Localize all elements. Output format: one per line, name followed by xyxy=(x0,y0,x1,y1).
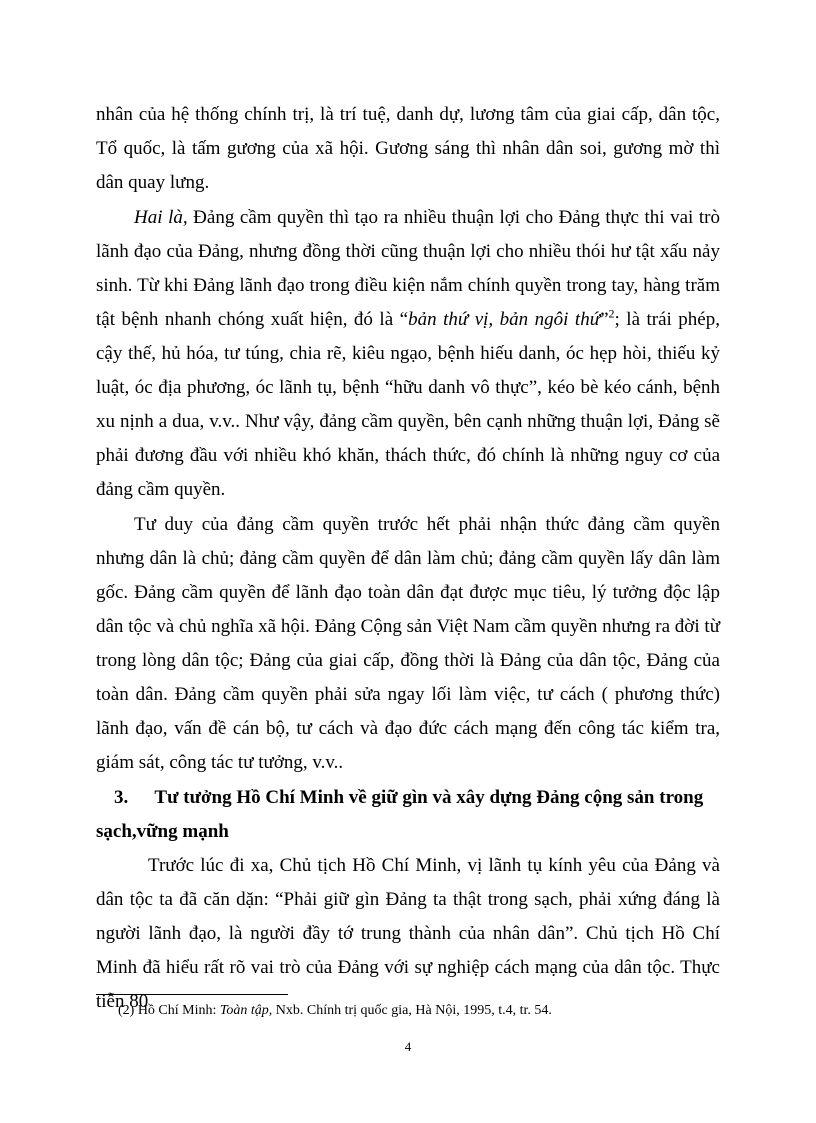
footnote-suffix: Nxb. Chính trị quốc gia, Hà Nội, 1995, t.4, tr. 54. xyxy=(272,1003,552,1018)
section-heading xyxy=(96,781,720,849)
paragraph-1-text: nhân của hệ thống chính trị, là trí tuệ, danh dự, lương tâm của giai cấp, dân tộc, Tổ quốc, là tấm gương của xã hội. Gương sáng thì nhân dân soi, gương mờ thì dân quay lưng. xyxy=(96,104,720,193)
section-number: 3. xyxy=(114,787,129,808)
paragraph-2-text-b: ; là trái phép, cậy thế, hủ hóa, tư túng, chia rẽ, kiêu ngạo, bệnh hiếu danh, óc hẹp hòi, thiếu kỷ luật, óc địa phương, óc lãnh tụ, bệnh “hữu danh vô thực”, kéo bè kéo cánh, bệnh xu nịnh a dua, v.v.. Như vậy, đảng cầm quyền, bên cạnh những thuận lợi, Đảng sẽ phải đương đầu với nhiều khó khăn, thách thức, đó chính là những nguy cơ của đảng cầm quyền. xyxy=(96,309,720,500)
section-title: Tư tưởng Hồ Chí Minh về giữ gìn và xây dựng Đảng cộng sản trong sạch,vững mạnh xyxy=(96,787,704,842)
paragraph-2-quote: bản thứ vị, bản ngôi thứ xyxy=(408,309,601,330)
footnote-reference[interactable]: 2 xyxy=(608,306,615,321)
footnote xyxy=(118,1002,718,1020)
paragraph-2-quote-close: ” xyxy=(600,309,609,330)
paragraph-3 xyxy=(96,508,720,780)
paragraph-3-text: Tư duy của đảng cầm quyền trước hết phải nhận thức đảng cầm quyền nhưng dân là chủ; đảng cầm quyền để dân làm chủ; đảng cầm quyền lấy dân làm gốc. Đảng cầm quyền để lãnh đạo toàn dân đạt được mục tiêu, lý tưởng độc lập dân tộc và chủ nghĩa xã hội. Đảng Cộng sản Việt Nam cầm quyền nhưng ra đời từ trong lòng dân tộc; Đảng của giai cấp, đồng thời là Đảng của dân tộc, Đảng của toàn dân. Đảng cầm quyền phải sửa ngay lối làm việc, tư cách ( phương thức) lãnh đạo, vấn đề cán bộ, tư cách và đạo đức cách mạng đến công tác kiểm tra, giám sát, công tác tư tưởng, v.v.. xyxy=(96,514,720,773)
footnote-title: Toàn tập, xyxy=(219,1003,273,1018)
paragraph-2-lead: Hai là, xyxy=(134,207,188,228)
footnote-separator xyxy=(96,994,288,995)
paragraph-2-text-a: Đảng cầm quyền thì tạo ra nhiều thuận lợi cho Đảng thực thi vai trò lãnh đạo của Đảng, nhưng đồng thời cũng thuận lợi cho nhiều thói hư tật xấu nảy sinh. Từ khi Đảng lãnh đạo trong điều kiện nắm chính quyền trong tay, hàng trăm tật bệnh nhanh chóng xuất hiện, đó là “ xyxy=(96,207,721,330)
paragraph-1 xyxy=(96,98,720,200)
footnote-prefix: (2) Hồ Chí Minh: xyxy=(118,1003,220,1018)
paragraph-4-text: Trước lúc đi xa, Chủ tịch Hồ Chí Minh, vị lãnh tụ kính yêu của Đảng và dân tộc ta đã căn dặn: “Phải giữ gìn Đảng ta thật trong sạch, phải xứng đáng là người lãnh đạo, là người đầy tớ trung thành của nhân dân”. Chủ tịch Hồ Chí Minh đã hiểu rất rõ vai trò của Đảng với sự nghiệp cách mạng của dân tộc. Thực tiễn 80 xyxy=(96,855,720,1012)
paragraph-2 xyxy=(96,201,720,507)
page-number: 4 xyxy=(404,1039,412,1054)
